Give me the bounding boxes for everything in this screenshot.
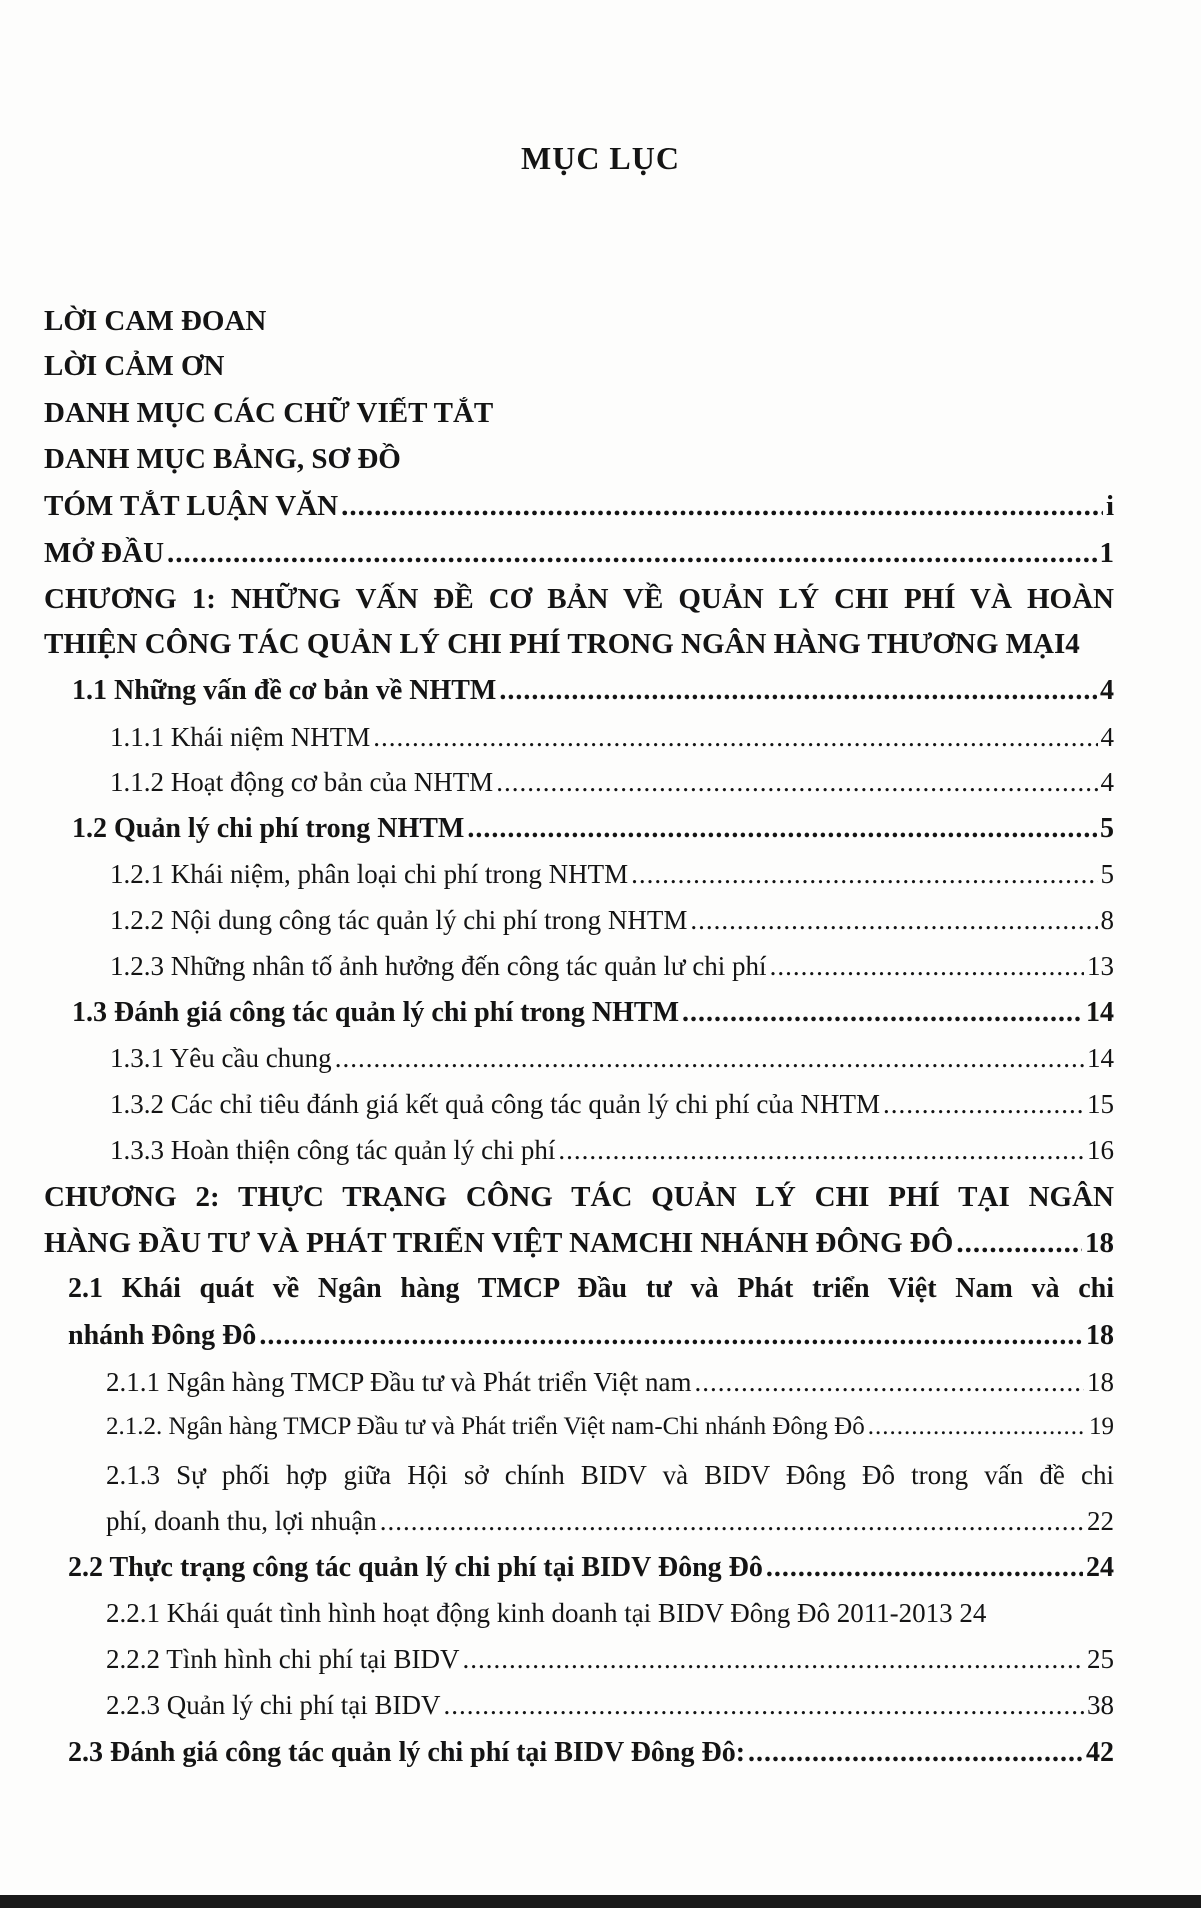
toc-subsection-2-1-3-line-1[interactable]: 2.1.3 Sự phối hợp giữa Hội sở chính BIDV và BIDV Đông Đô trong vấn đề chi [106, 1460, 1114, 1490]
toc-page: 4 [1100, 767, 1114, 797]
toc-leader [499, 675, 1097, 707]
toc-label: 2.2 Thực trạng công tác quản lý chi phí tại BIDV Đông Đô [68, 1552, 763, 1583]
toc-leader [748, 1737, 1083, 1769]
toc-leader [341, 490, 1103, 523]
toc-label: HÀNG ĐẦU TƯ VÀ PHÁT TRIỂN VIỆT NAMCHI NHÁNH ĐÔNG ĐÔ [44, 1227, 954, 1259]
toc-subsection-2-1-1[interactable] [106, 1367, 1114, 1398]
toc-label: 1.1.1 Khái niệm NHTM [110, 722, 371, 752]
toc-page: 42 [1086, 1737, 1114, 1768]
toc-subsection-1-1-2[interactable] [110, 767, 1114, 798]
page-title: MỤC LỤC [521, 140, 680, 176]
toc-subsection-1-3-2[interactable] [110, 1089, 1114, 1120]
toc-page: 8 [1100, 905, 1114, 935]
toc-front-loi-cam-doan[interactable] [44, 305, 266, 338]
toc-subsection-1-1-1[interactable] [110, 722, 1114, 753]
toc-page: 15 [1087, 1089, 1114, 1119]
toc-front-loi-cam-on[interactable] [44, 350, 224, 383]
toc-chapter-1-line-1[interactable]: CHƯƠNG 1: NHỮNG VẤN ĐỀ CƠ BẢN VỀ QUẢN LÝ CHI PHÍ VÀ HOÀN [44, 583, 1114, 615]
toc-leader [690, 905, 1097, 936]
toc-subsection-1-3-1[interactable] [110, 1043, 1114, 1074]
toc-section-2-1-line-1[interactable]: 2.1 Khái quát về Ngân hàng TMCP Đầu tư và Phát triển Việt Nam và chi [68, 1273, 1114, 1304]
toc-section-2-2[interactable] [68, 1552, 1114, 1584]
toc-label: 1.3 Đánh giá công tác quản lý chi phí trong NHTM [72, 997, 680, 1028]
toc-subsection-2-2-3[interactable] [106, 1690, 1114, 1721]
toc-chapter-2-line-1[interactable]: CHƯƠNG 2: THỰC TRẠNG CÔNG TÁC QUẢN LÝ CHI PHÍ TẠI NGÂN [44, 1181, 1114, 1213]
toc-leader [373, 722, 1097, 753]
toc-leader [335, 1043, 1084, 1074]
toc-subsection-1-3-3[interactable] [110, 1135, 1114, 1166]
toc-label: 2.2.2 Tình hình chi phí tại BIDV [106, 1644, 460, 1674]
toc-page: 25 [1087, 1644, 1114, 1674]
toc-leader [259, 1320, 1083, 1352]
toc-label: 1.2 Quản lý chi phí trong NHTM [72, 813, 465, 844]
toc-leader [496, 767, 1097, 798]
toc-page: 19 [1089, 1413, 1114, 1440]
toc-page: 22 [1087, 1506, 1114, 1536]
toc-page: 18 [1087, 1367, 1114, 1397]
toc-section-2-3[interactable] [68, 1737, 1114, 1769]
toc-leader [956, 1227, 1082, 1260]
toc-front-danh-muc-chu-viet-tat[interactable] [44, 397, 493, 430]
toc-subsection-2-1-3-line-2[interactable] [106, 1506, 1114, 1537]
toc-subsection-2-2-1[interactable]: 2.2.1 Khái quát tình hình hoạt động kinh doanh tại BIDV Đông Đô 2011-2013 24 [106, 1598, 987, 1628]
toc-label: 1.3.1 Yêu cầu chung [110, 1043, 332, 1073]
toc-leader [770, 951, 1084, 982]
toc-page: i [1105, 490, 1114, 522]
toc-label: 2.1.1 Ngân hàng TMCP Đầu tư và Phát triển Việt nam [106, 1367, 692, 1397]
toc-page: 14 [1086, 997, 1114, 1028]
toc-label: 1.3.3 Hoàn thiện công tác quản lý chi phí [110, 1135, 556, 1165]
toc-section-1-2[interactable] [72, 813, 1114, 845]
toc-page: 38 [1087, 1690, 1114, 1720]
toc-subsection-1-2-3[interactable] [110, 951, 1114, 982]
toc-page: 5 [1100, 859, 1114, 889]
toc-subsection-1-2-1[interactable] [110, 859, 1114, 890]
toc-section-1-3[interactable] [72, 997, 1114, 1029]
toc-label: 1.3.2 Các chỉ tiêu đánh giá kết quả công tác quản lý chi phí của NHTM [110, 1089, 881, 1119]
toc-chapter-1-line-2[interactable]: THIỆN CÔNG TÁC QUẢN LÝ CHI PHÍ TRONG NGÂN HÀNG THƯƠNG MẠI4 [44, 628, 1080, 660]
toc-label: 1.1.2 Hoạt động cơ bản của NHTM [110, 767, 494, 797]
toc-label: 1.1 Những vấn đề cơ bản về NHTM [72, 675, 497, 706]
toc-leader [682, 997, 1083, 1029]
toc-subsection-1-2-2[interactable] [110, 905, 1114, 936]
toc-label: 1.2.2 Nội dung công tác quản lý chi phí trong NHTM [110, 905, 688, 935]
toc-page: 1 [1099, 537, 1114, 569]
toc-label: 2.3 Đánh giá công tác quản lý chi phí tại BIDV Đông Đô: [68, 1737, 746, 1768]
toc-page: 24 [1086, 1552, 1114, 1583]
toc-chapter-2-line-2[interactable] [44, 1227, 1114, 1260]
toc-page: 16 [1087, 1135, 1114, 1165]
toc-label: 1.2.1 Khái niệm, phân loại chi phí trong NHTM [110, 859, 629, 889]
toc-label: 2.1.2. Ngân hàng TMCP Đầu tư và Phát triển Việt nam-Chi nhánh Đông Đô [106, 1413, 865, 1440]
toc-page: 14 [1087, 1043, 1114, 1073]
toc-leader [467, 813, 1097, 845]
toc-leader [631, 859, 1097, 890]
toc-leader [462, 1644, 1084, 1675]
toc-label: DANH MỤC CÁC CHỮ VIẾT TẮT [44, 397, 494, 429]
toc-page: 4 [1100, 722, 1114, 752]
toc-page: 18 [1086, 1320, 1114, 1351]
toc-label: nhánh Đông Đô [68, 1320, 257, 1351]
toc-page: 4 [1100, 675, 1114, 706]
toc-leader [766, 1552, 1083, 1584]
toc-leader [868, 1413, 1086, 1441]
toc-label: TÓM TẮT LUẬN VĂN [44, 490, 339, 522]
toc-leader [558, 1135, 1084, 1166]
toc-page: 13 [1087, 951, 1114, 981]
toc-front-danh-muc-bang[interactable] [44, 443, 401, 476]
toc-label: 1.2.3 Những nhân tố ảnh hưởng đến công tác quản lư chi phí [110, 951, 767, 981]
toc-label: LỜI CẢM ƠN [44, 350, 225, 382]
toc-label: 2.2.3 Quản lý chi phí tại BIDV [106, 1690, 441, 1720]
toc-leader [443, 1690, 1084, 1721]
toc-label: phí, doanh thu, lợi nhuận [106, 1506, 377, 1536]
toc-leader [694, 1367, 1084, 1398]
toc-label: LỜI CAM ĐOAN [44, 305, 267, 337]
toc-entry-tom-tat[interactable] [44, 490, 1114, 523]
toc-subsection-2-2-2[interactable] [106, 1644, 1114, 1675]
toc-leader [167, 537, 1096, 570]
toc-leader [380, 1506, 1084, 1537]
toc-label: MỞ ĐẦU [44, 537, 165, 569]
toc-entry-mo-dau[interactable] [44, 537, 1114, 570]
toc-page: 18 [1085, 1227, 1114, 1259]
toc-label: DANH MỤC BẢNG, SƠ ĐỒ [44, 443, 401, 475]
toc-page: 5 [1100, 813, 1114, 844]
scan-bottom-edge [0, 1895, 1201, 1908]
toc-section-2-1-line-2[interactable] [68, 1320, 1114, 1352]
toc-leader [883, 1089, 1084, 1120]
toc-subsection-2-1-2[interactable] [106, 1413, 1114, 1441]
toc-section-1-1[interactable] [72, 675, 1114, 707]
